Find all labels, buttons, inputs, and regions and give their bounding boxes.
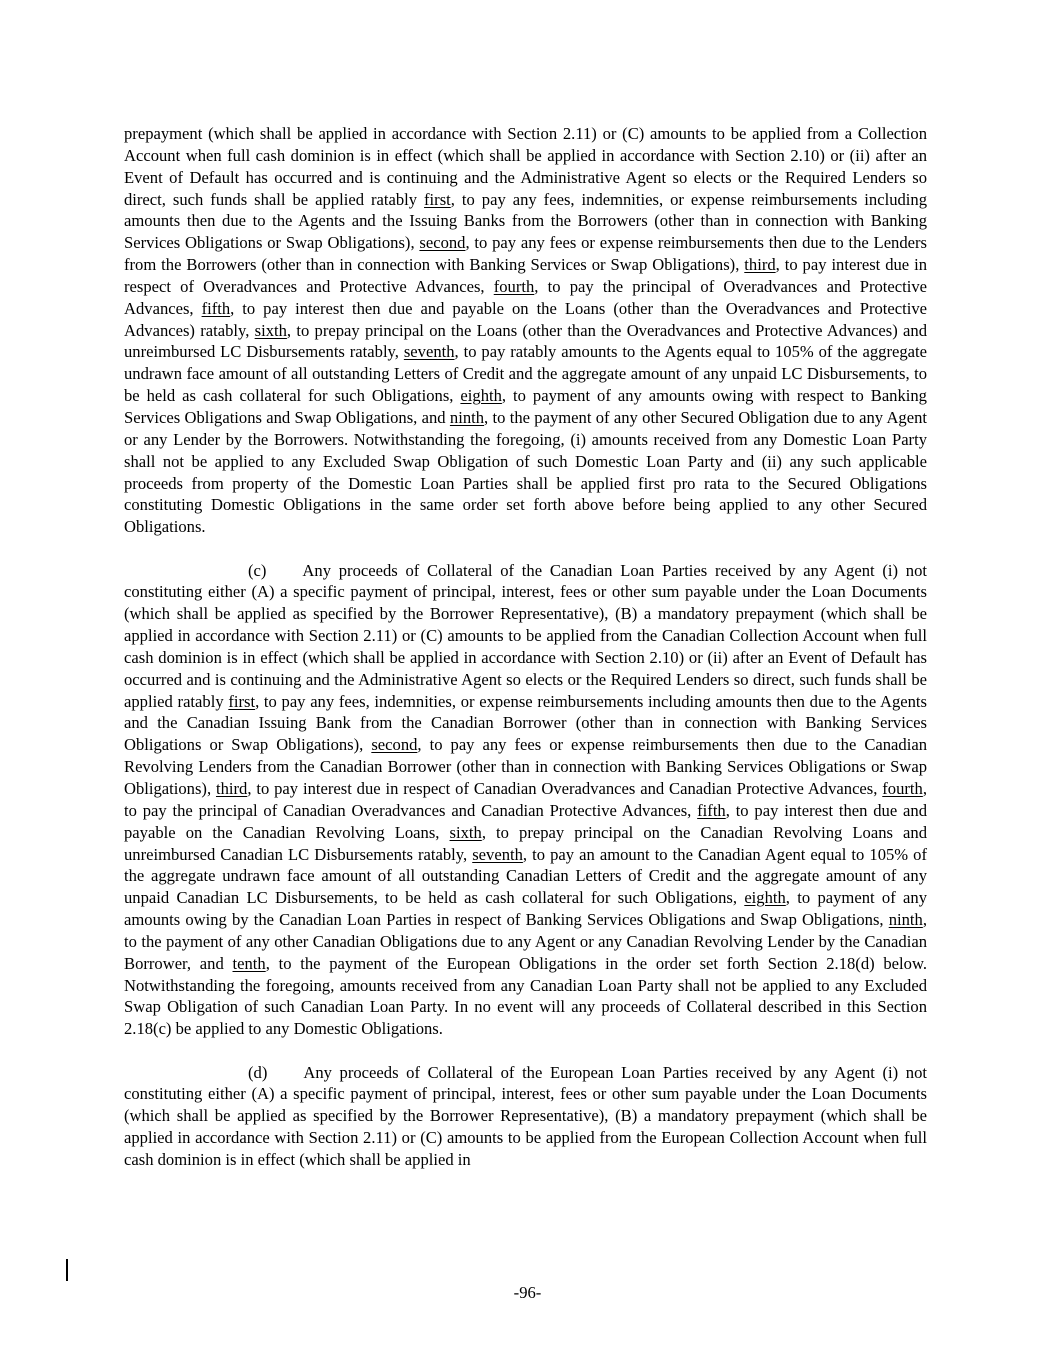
underlined-ordinal: first bbox=[228, 691, 256, 711]
underlined-ordinal: seventh bbox=[472, 844, 523, 864]
revision-change-bar bbox=[66, 1259, 68, 1281]
text-run: , to pay any fees, indemnities, or expense reimbursements including amounts then due to the Agents and the Canadian Issuing Bank from the Canadian Borrower (other than in connection with Banking Services Obligations or Swap Obligations), bbox=[124, 691, 927, 755]
text-run: Any proceeds of Collateral of the European Loan Parties received by any Agent (i) not constituting either (A) a specific payment of principal, interest, fees or other sum payable under the Loan Documents (which shall be applied as specified by the Borrower Representative), (B) a mandatory prepayment (which shall be applied in accordance with Section 2.11) or (C) amounts to be applied from the European Collection Account when full cash dominion is in effect (which shall be applied in bbox=[124, 1062, 927, 1169]
underlined-ordinal: ninth bbox=[449, 407, 485, 427]
text-run: , to pay any fees or expense reimbursements then due to the Lenders from the Borrowers (other than in connection with Banking Services or Swap Obligations), bbox=[124, 233, 928, 275]
paragraph-label: (c) bbox=[248, 560, 267, 580]
underlined-ordinal: seventh bbox=[403, 342, 455, 362]
underlined-ordinal: ninth bbox=[888, 910, 923, 930]
text-run: , to the payment of the European Obligations in the order set forth Section 2.18(d) below. Notwithstanding the foregoing, amounts received from any Canadian Loan Party shall not be applied to any Excluded Swap Obligation of such Canadian Loan Party. In no event will any proceeds of Collateral described in this Section 2.18(c) be applied to any Domestic Obligations. bbox=[124, 953, 928, 1039]
text-run: Any proceeds of Collateral of the Canadian Loan Parties received by any Agent (i) not constituting either (A) a specific payment of principal, interest, fees or other sum payable under the Loan Documents (which shall be applied as specified by the Borrower Representative), (B) a mandatory prepayment (which shall be applied in accordance with Section 2.11) or (C) amounts to be applied from the Canadian Collection Account when full cash dominion is in effect (which shall be applied in accordance with Section 2.10) or (ii) after an Event of Default has occurred and is continuing and the Administrative Agent so elects or the Required Lenders so direct, such funds shall be applied ratably bbox=[124, 560, 927, 711]
paragraph-d bbox=[124, 1062, 927, 1171]
underlined-ordinal: sixth bbox=[449, 822, 482, 842]
underlined-ordinal: fourth bbox=[882, 778, 923, 798]
text-run: , to pay interest then due and payable on the Loans (other than the Overadvances and Protective Advances) ratably, bbox=[124, 298, 927, 340]
text-run: , to payment of any amounts owing with respect to Banking Services Obligations and Swap Obligations, and bbox=[124, 386, 927, 427]
paragraph-b-continued bbox=[124, 123, 927, 538]
document-body bbox=[124, 123, 927, 1171]
underlined-ordinal: fifth bbox=[201, 298, 231, 318]
page-number: -96- bbox=[513, 1283, 542, 1302]
text-run: , to pay interest then due and payable on the Canadian Revolving Loans, bbox=[124, 800, 927, 842]
text-run: , to payment of any amounts owing by the Canadian Loan Parties in respect of Banking Services Obligations and Swap Obligations, bbox=[124, 888, 927, 930]
underlined-ordinal: third bbox=[215, 778, 248, 798]
underlined-ordinal: second bbox=[371, 735, 418, 755]
text-run: , to prepay principal on the Canadian Revolving Loans and unreimbursed Canadian LC Disbursements ratably, bbox=[124, 822, 928, 864]
text-run: , to pay interest due in respect of Canadian Overadvances and Canadian Protective Advances, bbox=[247, 778, 883, 798]
underlined-ordinal: tenth bbox=[232, 953, 266, 973]
text-run: , to the payment of any other Canadian Obligations due to any Agent or any Canadian Revolving Lender by the Canadian Borrower, and bbox=[124, 910, 927, 973]
text-run: , to pay an amount to the Canadian Agent equal to 105% of the aggregate undrawn face amount of all outstanding Canadian Letters of Credit and the aggregate amount of any unpaid Canadian LC Disbursements, to be held as cash collateral for such Obligations, bbox=[124, 844, 928, 908]
text-run: , to pay the principal of Canadian Overadvances and Canadian Protective Advances, bbox=[124, 778, 927, 820]
underlined-ordinal: second bbox=[419, 233, 466, 253]
text-run: , to pay the principal of Overadvances and Protective Advances, bbox=[124, 276, 927, 318]
paragraph-label: (d) bbox=[248, 1062, 268, 1082]
underlined-ordinal: first bbox=[424, 189, 451, 209]
text-run: , to pay ratably amounts to the Agents equal to 105% of the aggregate undrawn face amount of all outstanding Letters of Credit and the aggregate amount of any unpaid LC Disbursements, to be held as cash collateral for such Obligations, bbox=[124, 342, 928, 406]
underlined-ordinal: eighth bbox=[460, 386, 502, 406]
text-run: , to pay any fees or expense reimbursements then due to the Canadian Revolving Lenders from the Canadian Borrower (other than in connection with Banking Services Obligations or Swap Obligations), bbox=[124, 735, 927, 798]
text-run: , to pay interest due in respect of Overadvances and Protective Advances, bbox=[124, 255, 928, 296]
underlined-ordinal: third bbox=[744, 255, 776, 275]
text-run: prepayment (which shall be applied in accordance with Section 2.11) or (C) amounts to be applied from a Collection Account when full cash dominion is in effect (which shall be applied in accordance with Section 2.10) or (ii) after an Event of Default has occurred and is continuing and the Administrative Agent so elects or the Required Lenders so direct, such funds shall be applied ratably bbox=[124, 124, 927, 209]
underlined-ordinal: sixth bbox=[254, 320, 287, 340]
text-run: , to pay any fees, indemnities, or expense reimbursements including amounts then due to the Agents and the Issuing Banks from the Borrowers (other than in connection with Banking Services Obligations or Swap Obligations), bbox=[124, 189, 927, 253]
paragraph-c bbox=[124, 560, 927, 1041]
text-run: , to prepay principal on the Loans (other than the Overadvances and Protective Advances) and unreimbursed LC Disbursements ratably, bbox=[124, 320, 927, 362]
text-run: , to the payment of any other Secured Obligation due to any Agent or any Lender by the Borrowers. Notwithstanding the foregoing, (i) amounts received from any Domestic Loan Party shall not be applied to any Excluded Swap Obligation of such Domestic Loan Party and (ii) any such applicable proceeds from property of the Domestic Loan Parties shall be applied first pro rata to the Secured Obligations constituting Domestic Obligations in the same order set forth above before being applied to any other Secured Obligations. bbox=[124, 407, 927, 537]
underlined-ordinal: eighth bbox=[744, 888, 786, 908]
underlined-ordinal: fourth bbox=[493, 276, 535, 296]
underlined-ordinal: fifth bbox=[697, 800, 726, 820]
